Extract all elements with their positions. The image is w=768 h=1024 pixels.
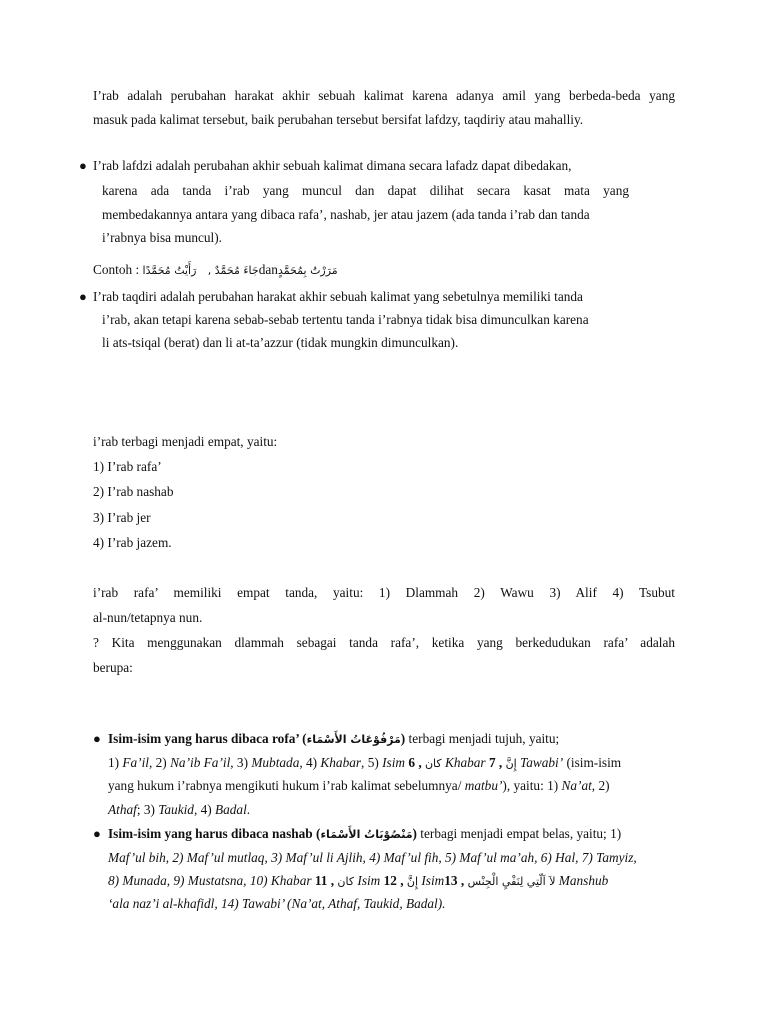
rofa-athaf: Athaf xyxy=(108,802,137,817)
rofa-num-5: , 5) xyxy=(361,755,383,770)
rofa-line-4 xyxy=(108,802,250,818)
nashab-num-13: 13 , xyxy=(444,873,468,888)
nashab-line-3-d: Manshub xyxy=(555,873,609,888)
nashab-title-rest: terbagi menjadi empat belas, yaitu; 1) xyxy=(416,826,622,841)
rofa-line-4-b: , 4) xyxy=(193,802,216,817)
rofa-num-6: 6 , xyxy=(405,755,425,770)
rafa-line-4: berupa: xyxy=(93,660,133,675)
taqdiri-line-3: li ats-tsiqal (berat) dan li at-ta’azzur (tidak mungkin dimunculkan). xyxy=(102,335,459,350)
nashab-num-12: 12 , xyxy=(383,873,407,888)
division-heading: i’rab terbagi menjadi empat, yaitu: xyxy=(93,434,278,449)
division-item-3: 3) I’rab jer xyxy=(93,510,151,525)
nashab-title-line xyxy=(108,826,621,843)
nashab-line-3-c: Isim xyxy=(418,873,445,888)
rofa-isim: Isim xyxy=(382,755,406,770)
rofa-line-3 xyxy=(108,778,610,794)
nashab-num-11: 11 , xyxy=(314,873,338,888)
rofa-num-3: , 3) xyxy=(230,755,252,770)
rofa-line-4-a: ; 3) xyxy=(136,802,159,817)
rofa-matbu: matbu’ xyxy=(464,778,503,793)
taqdiri-line-1: I’rab taqdiri adalah perubahan harakat akhir sebuah kalimat yang sebetulnya memiliki tanda xyxy=(93,289,583,304)
rofa-title-line xyxy=(108,731,559,748)
nashab-title: Isim-isim yang harus dibaca nashab ( xyxy=(108,826,321,841)
nashab-line-3 xyxy=(108,873,608,890)
rofa-title-arabic: مَرْفُوْعَاتُ الأَسْمَاء xyxy=(306,733,401,746)
rofa-naib: Na’ib Fa’il xyxy=(170,755,231,770)
division-item-1: 1) I’rab rafa’ xyxy=(93,459,162,474)
rofa-line-2 xyxy=(108,755,621,772)
rafa-line-2: al-nun/tetapnya nun. xyxy=(93,610,203,625)
rofa-line-3-end2: , 2) xyxy=(591,778,610,793)
nashab-line-3-a: 8) Munada, 9) Mustatsna, 10) Khabar xyxy=(108,873,315,888)
contoh-label: Contoh : xyxy=(93,262,140,277)
rofa-line-4-c: . xyxy=(246,802,251,817)
lafdzi-line-3: membedakannya antara yang dibaca rafa’, nashab, jer atau jazem (ada tanda i’rab dan tanda xyxy=(102,207,590,222)
bullet-icon: ● xyxy=(93,826,101,841)
intro-line-1: I’rab adalah perubahan harakat akhir sebuah kalimat karena adanya amil yang berbeda-beda yang xyxy=(93,88,675,103)
rofa-badal: Badal xyxy=(215,802,247,817)
nashab-line-2: Maf’ul bih, 2) Maf’ul mutlaq, 3) Maf’ul li Ajlih, 4) Maf’ul fih, 5) Maf’ul ma’ah, 6) Hal, 7) Tamyiz, xyxy=(108,850,637,865)
rofa-mubtada: Mubtada xyxy=(251,755,300,770)
nashab-line-4: ‘ala naz’i al-khafidl, 14) Tawabi’ (Na’at, Athaf, Taukid, Badal). xyxy=(108,896,446,911)
rofa-naat: Na’at xyxy=(561,778,592,793)
rofa-fail: Fa’il xyxy=(122,755,149,770)
rofa-khabar: Khabar xyxy=(320,755,362,770)
intro-line-2: masuk pada kalimat tersebut, baik perubahan tersebut bersifat lafdzy, taqdiriy atau mahalliy. xyxy=(93,112,584,127)
bullet-icon: ● xyxy=(79,158,87,173)
contoh-example-2: رَأَيْتُ مُحَمَّدًا xyxy=(142,264,197,277)
nashab-title-arabic: مَنْصُوْبَاتُ الأَسْمَاء xyxy=(320,828,413,841)
rofa-title-close: ) xyxy=(400,731,406,746)
division-item-2: 2) I’rab nashab xyxy=(93,484,174,499)
rofa-tawabi-rest: (isim-isim xyxy=(563,755,622,770)
rofa-num-4: , 4) xyxy=(299,755,321,770)
bullet-icon: ● xyxy=(93,731,101,746)
rofa-num-1: 1) xyxy=(108,755,123,770)
rofa-kana: كان xyxy=(424,757,442,770)
rofa-title-rest: terbagi menjadi tujuh, yaitu; xyxy=(405,731,560,746)
rofa-line-3-end: ), yaitu: 1) xyxy=(502,778,562,793)
bullet-icon: ● xyxy=(79,289,87,304)
rofa-inna: إِنَّ xyxy=(505,757,517,770)
lafdzi-line-2: karena ada tanda i’rab yang muncul dan dapat dilihat secara kasat mata yang xyxy=(102,183,629,198)
nashab-inna: إِنَّ xyxy=(406,875,419,888)
nashab-kana: كان xyxy=(337,875,355,888)
rofa-taukid: Taukid xyxy=(158,802,194,817)
rofa-line-3-text: yang hukum i’rabnya mengikuti hukum i’rab kalimat sebelumnya/ xyxy=(108,778,462,793)
rofa-tawabi: Tawabi’ xyxy=(516,755,564,770)
taqdiri-line-2: i’rab, akan tetapi karena sebab-sebab tertentu tanda i’rabnya tidak bisa dimunculkan karena xyxy=(102,312,589,327)
lafdzi-line-1: I’rab lafdzi adalah perubahan akhir sebuah kalimat dimana secara lafadz dapat dibedakan, xyxy=(93,158,572,173)
nashab-line-3-b: Isim xyxy=(354,873,384,888)
rafa-line-3: ? Kita menggunakan dlammah sebagai tanda rafa’, ketika yang berkedudukan rafa’ adalah xyxy=(93,635,675,650)
lafdzi-line-4: i’rabnya bisa muncul). xyxy=(102,230,223,245)
rafa-line-1: i’rab rafa’ memiliki empat tanda, yaitu: 1) Dlammah 2) Wawu 3) Alif 4) Tsubut xyxy=(93,585,675,600)
rofa-title: Isim-isim yang harus dibaca rofa’ ( xyxy=(108,731,307,746)
contoh-example-1: جَاءَ مُحَمَّدٌ , xyxy=(207,264,259,277)
contoh-dan: dan xyxy=(258,262,278,277)
contoh-example-3: مَرَرْتُ بِمُحَمَّدٍ xyxy=(277,264,338,277)
rofa-khabar-7: Khabar xyxy=(441,755,489,770)
nashab-la: لاَ اَلّتِي لِنَفْيِ الْجِنْس xyxy=(467,875,556,888)
rofa-num-2: , 2) xyxy=(149,755,171,770)
contoh-line xyxy=(93,262,338,279)
nashab-title-close: ) xyxy=(412,826,417,841)
rofa-num-7: 7 , xyxy=(488,755,506,770)
division-item-4: 4) I’rab jazem. xyxy=(93,535,172,550)
